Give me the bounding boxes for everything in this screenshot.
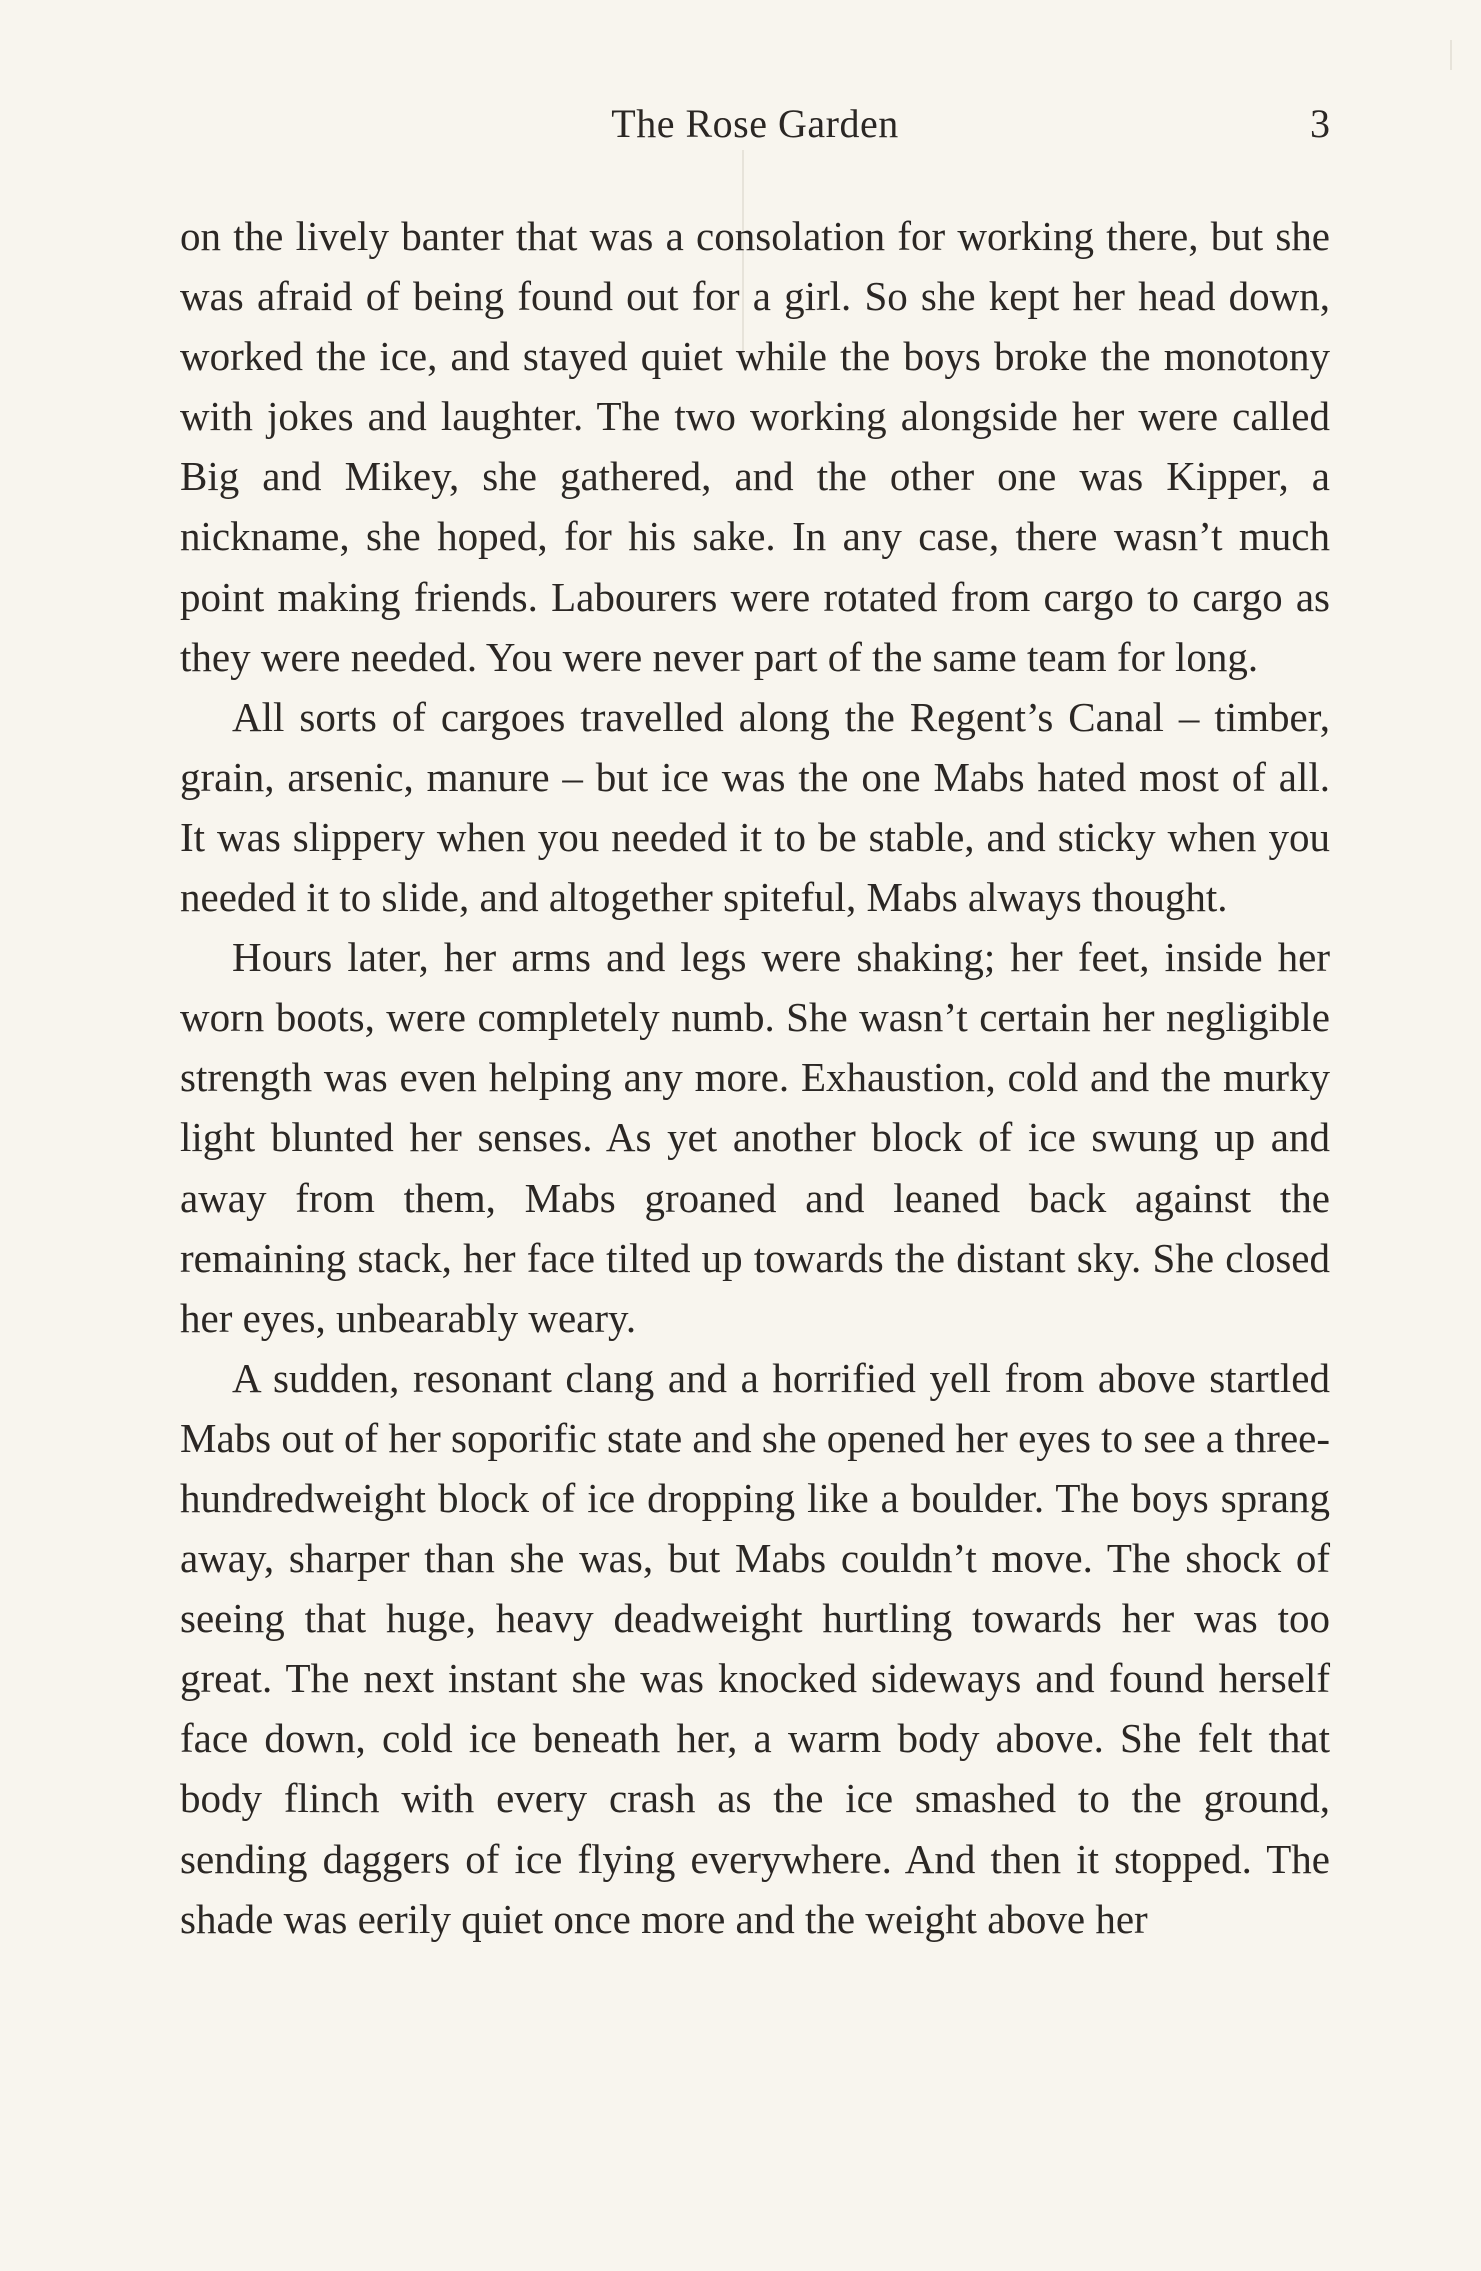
paragraph: on the lively banter that was a consolation for working there, but she was afraid of being found out for a girl. So she kept her head down, worked the ice, and stayed quiet while the boys broke the monotony with jokes and laughter. The two working alongside her were called Big and Mikey, she gathered, and the other one was Kipper, a nickname, she hoped, for his sake. In any case, there wasn’t much point making friends. Labourers were rotated from cargo to cargo as they were needed. You were never part of the same team for long. bbox=[180, 213, 1330, 680]
paragraph: Hours later, her arms and legs were shaking; her feet, inside her worn boots, were completely numb. She wasn’t certain her negligible strength was even helping any more. Exhaustion, cold and the murky light blunted her senses. As yet another block of ice swung up and away from them, Mabs groaned and leaned back against the remaining stack, her face tilted up towards the distant sky. She closed her eyes, unbearably weary. bbox=[180, 934, 1330, 1341]
paragraph: A sudden, resonant clang and a horrified yell from above startled Mabs out of her soporific state and she opened her eyes to see a three-hundredweight block of ice dropping like a boulder. The boys sprang away, sharper than she was, but Mabs couldn’t move. The shock of seeing that huge, heavy deadweight hurtling towards her was too great. The next instant she was knocked sideways and found herself face down, cold ice beneath her, a warm body above. She felt that body flinch with every crash as the ice smashed to the ground, sending daggers of ice flying everywhere. And then it stopped. The shade was eerily quiet once more and the weight above her bbox=[180, 1354, 1330, 1942]
running-header bbox=[180, 100, 1330, 160]
page-number: 3 bbox=[1310, 101, 1330, 146]
scan-crease-mark bbox=[1450, 40, 1452, 70]
body-text bbox=[180, 206, 1330, 1949]
paragraph: All sorts of cargoes travelled along the Regent’s Canal – timber, grain, arsenic, manure – but ice was the one Mabs hated most of all. It was slippery when you needed it to be stable, and sticky when you needed it to slide, and altogether spiteful, Mabs always thought. bbox=[180, 693, 1330, 921]
running-title: The Rose Garden bbox=[611, 101, 899, 146]
